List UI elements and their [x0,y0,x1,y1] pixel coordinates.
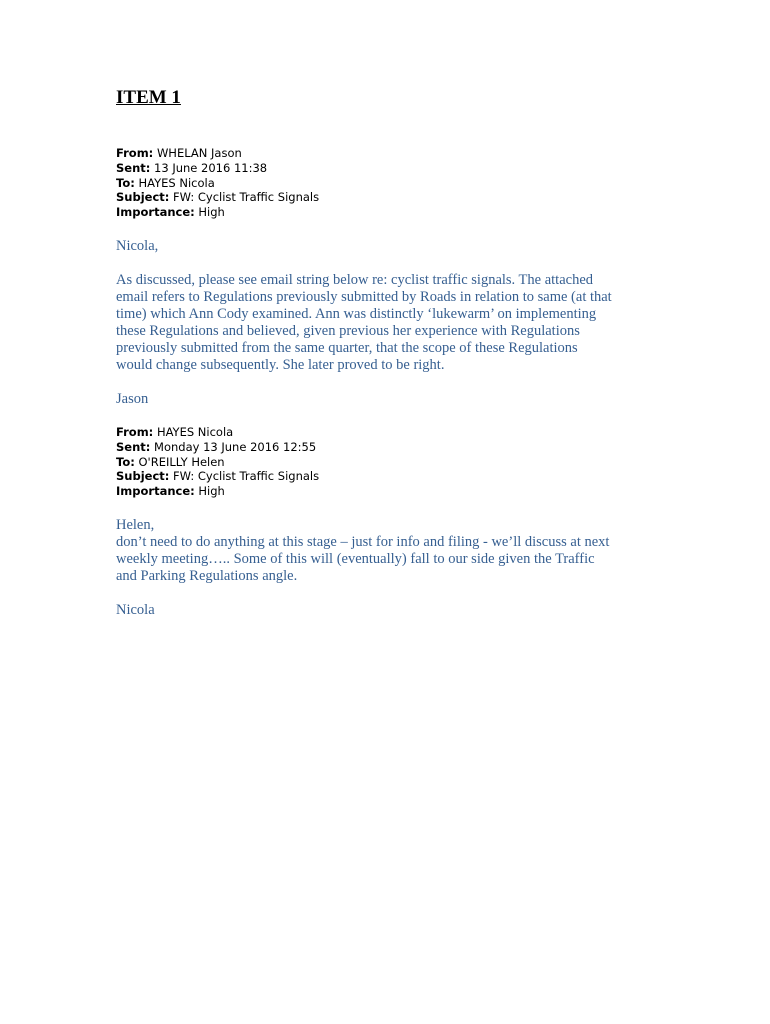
email-1-from [116,146,656,161]
importance-label: Importance: [116,484,195,499]
body-line: time) which Ann Cody examined. Ann was distinctly ‘lukewarm’ on implementing [116,305,597,322]
email-2-sent [116,440,656,455]
from-value: WHELAN Jason [156,146,242,160]
email-1-signoff: Jason [116,390,149,407]
subject-label: Subject: [116,469,170,484]
from-label: From: [116,146,154,160]
email-2-paragraph [116,517,656,585]
body-line: these Regulations and believed, given previous her experience with Regulations [116,322,580,339]
item-title: ITEM 1 [116,87,181,108]
body-line: email refers to Regulations previously submitted by Roads in relation to same (at that [116,288,612,305]
to-label: To: [116,454,135,469]
body-line: don’t need to do anything at this stage – just for info and filing - we’ll discuss at next [116,533,610,550]
body-line: As discussed, please see email string below re: cyclist traffic signals. The attached [116,271,594,288]
body-line: previously submitted from the same quarter, that the scope of these Regulations [116,339,578,356]
email-2-from [116,425,656,440]
importance-value: High [198,205,225,220]
body-line: and Parking Regulations angle. [116,567,298,584]
email-1-importance [116,205,656,220]
from-value: HAYES Nicola [156,424,234,439]
email-1-headers [116,146,656,220]
email-2-signoff: Nicola [116,601,155,618]
from-label: From: [116,424,154,439]
sent-value: Monday 13 June 2016 12:55 [154,439,317,454]
subject-value: FW: Cyclist Traffic Signals [173,190,320,205]
to-value: O'REILLY Helen [138,454,225,469]
email-2-body [116,517,656,619]
sent-label: Sent: [116,439,151,454]
email-1-subject [116,190,656,205]
email-2-to [116,455,656,470]
email-2-headers [116,425,656,499]
importance-label: Importance: [116,205,195,220]
body-line: weekly meeting….. Some of this will (eventually) fall to our side given the Traffic [116,550,595,567]
email-1-sent [116,161,656,176]
to-label: To: [116,175,135,190]
subject-value: FW: Cyclist Traffic Signals [173,469,320,484]
sent-value: 13 June 2016 11:38 [154,160,268,175]
email-1-greeting: Nicola, [116,237,159,254]
email-1-body [116,238,656,408]
email-2-subject [116,469,656,484]
document-content [116,86,656,619]
email-1-to [116,176,656,191]
sent-label: Sent: [116,160,151,175]
email-2-importance [116,484,656,499]
importance-value: High [198,484,225,499]
email-1-paragraph [116,272,656,374]
email-2-greeting: Helen, [116,516,155,533]
body-line: would change subsequently. She later proved to be right. [116,356,445,373]
subject-label: Subject: [116,190,170,205]
to-value: HAYES Nicola [138,175,215,190]
